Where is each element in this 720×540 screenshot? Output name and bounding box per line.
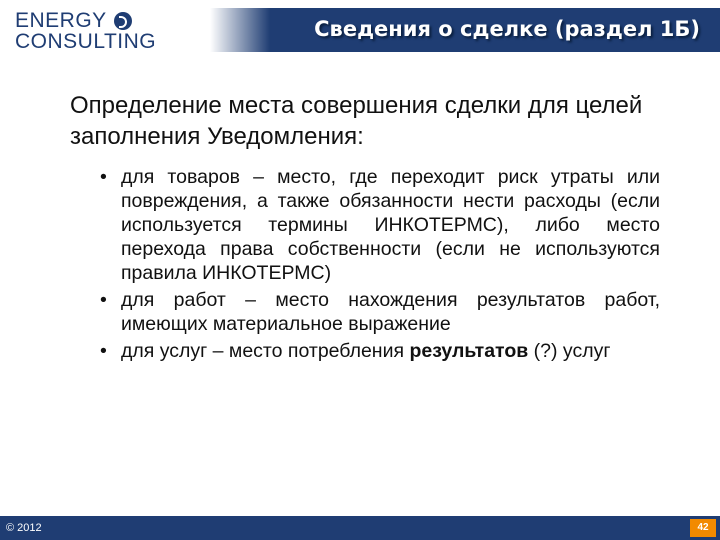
company-logo: [15, 9, 157, 53]
lead-paragraph: Определение места совершения сделки для целей заполнения Уведомления:: [70, 92, 643, 150]
title-bar: [270, 8, 720, 52]
bullet-goods: [100, 165, 660, 285]
bullet-text-after: (?) услуг: [528, 340, 611, 362]
bullet-icon: •: [100, 166, 107, 188]
bullet-icon: •: [100, 340, 107, 362]
bullet-text: для работ – место нахождения результатов работ, имеющих материальное выражение: [121, 289, 660, 335]
bullet-works: [100, 288, 660, 336]
slide-title: Сведения о сделке (раздел 1Б): [314, 17, 700, 41]
bullet-list: [100, 165, 660, 366]
slide-footer: [0, 516, 720, 540]
logo-line-1: ENERGY: [15, 9, 107, 32]
bullet-text-before: для услуг – место потребления: [121, 340, 410, 362]
bullet-services: [100, 339, 660, 363]
logo-mark-icon: [114, 12, 132, 30]
bullet-text-bold: результатов: [409, 340, 529, 362]
slide-header: [0, 0, 720, 60]
copyright-text: © 2012: [0, 516, 82, 540]
bullet-icon: •: [100, 289, 107, 311]
bullet-text: для товаров – место, где переходит риск утраты или повреждения, а также обязанности нести расходы (если используется термины ИНКОТЕРМС), либо место перехода права собственности (если не используются правила ИНКОТЕРМС): [121, 166, 660, 284]
logo-line-2: CONSULTING: [15, 30, 157, 53]
page-number-badge: 42: [690, 519, 716, 537]
